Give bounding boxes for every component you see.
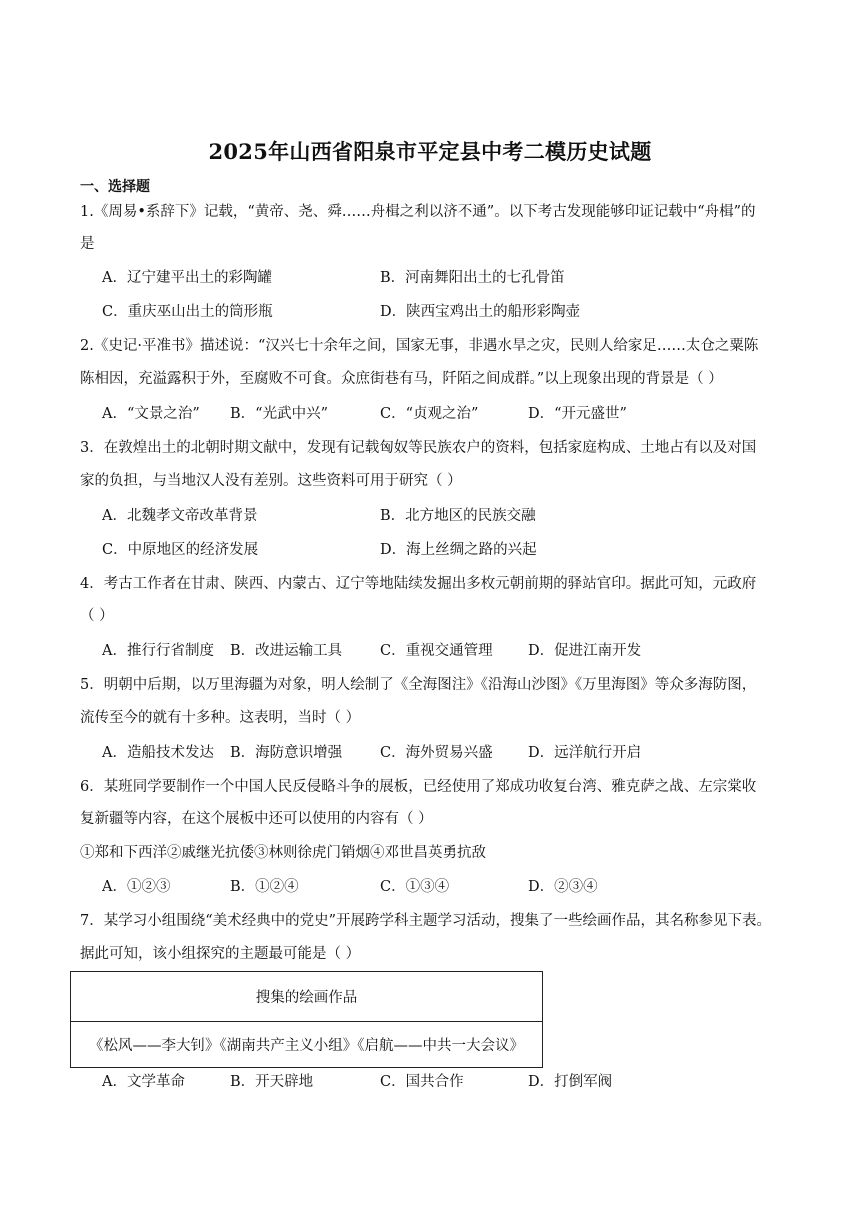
q6-stem-line2: 复新疆等内容，在这个展板中还可以使用的内容有（ ）: [80, 811, 433, 827]
q2-option-c: C．“贞观之治”: [380, 406, 479, 422]
q3-stem-line2: 家的负担，与当地汉人没有差别。这些资料可用于研究（ ）: [80, 473, 462, 489]
q4-option-b: B．改进运输工具: [230, 643, 343, 659]
q6-option-a: A．①②③: [102, 879, 171, 895]
q2-option-d: D．“开元盛世”: [528, 406, 627, 422]
q3-option-d: D．海上丝绸之路的兴起: [380, 542, 537, 558]
q1-option-b: B．河南舞阳出土的七孔骨笛: [380, 270, 565, 286]
q1-option-a: A．辽宁建平出土的彩陶罐: [102, 270, 272, 286]
q3-option-c: C．中原地区的经济发展: [102, 542, 259, 558]
q4-option-d: D．促进江南开发: [528, 643, 642, 659]
q7-option-a: A．文学革命: [102, 1074, 185, 1090]
q2-stem-line1: 2.《史记·平准书》描述说：“汉兴七十余年之间，国家无事，非遇水旱之灾，民则人给家足……太仓之粟陈: [80, 338, 759, 354]
q5-stem-line1: 5．明朝中后期，以万里海疆为对象，明人绘制了《全海图注》《沿海山沙图》《万里海图》等众多海防图，: [80, 677, 757, 693]
q6-option-d: D．②③④: [528, 879, 598, 895]
table-cell: 《松风——李大钊》《湖南共产主义小组》《启航——中共一大会议》: [71, 1022, 543, 1068]
q3-option-b: B．北方地区的民族交融: [380, 508, 536, 524]
q1-option-d: D．陕西宝鸡出土的船形彩陶壶: [380, 304, 581, 320]
paintings-table: [70, 971, 543, 1068]
q5-option-c: C．海外贸易兴盛: [380, 745, 493, 761]
q7-option-b: B．开天辟地: [230, 1074, 314, 1090]
q1-stem-line1: 1.《周易•系辞下》记载，“黄帝、尧、舜……舟楫之利以济不通”。以下考古发现能够印证记载中“舟楫”的: [80, 204, 756, 220]
q7-option-d: D．打倒军阀: [528, 1074, 613, 1090]
q7-stem-line1: 7．某学习小组围绕“美术经典中的党史”开展跨学科主题学习活动，搜集了一些绘画作品，其名称参见下表。: [80, 913, 772, 929]
q6-stem-line1: 6．某班同学要制作一个中国人民反侵略斗争的展板，已经使用了郑成功收复台湾、雅克萨之战、左宗棠收: [80, 779, 757, 795]
q5-stem-line2: 流传至今的就有十多种。这表明，当时（ ）: [80, 710, 361, 726]
section-heading: 一、选择题: [80, 179, 150, 195]
q2-option-b: B．“光武中兴”: [230, 406, 328, 422]
q5-option-a: A．造船技术发达: [102, 745, 214, 761]
q4-stem-line2: （ ）: [80, 608, 114, 624]
q6-stem-line3: ①郑和下西洋②戚继光抗倭③林则徐虎门销烟④邓世昌英勇抗敌: [80, 845, 486, 861]
q6-option-b: B．①②④: [230, 879, 299, 895]
q2-option-a: A．“文景之治”: [102, 406, 200, 422]
q5-option-b: B．海防意识增强: [230, 745, 343, 761]
q7-stem-line2: 据此可知，该小组探究的主题最可能是（ ）: [80, 946, 361, 962]
q4-stem-line1: 4．考古工作者在甘肃、陕西、内蒙古、辽宁等地陆续发掘出多枚元朝前期的驿站官印。据此可知，元政府: [80, 576, 757, 592]
table-header-row: [71, 972, 543, 1022]
table-header-cell: 搜集的绘画作品: [71, 972, 543, 1022]
q1-stem-line2: 是: [80, 236, 95, 252]
table-row: [71, 1022, 543, 1068]
q2-stem-line2: 陈相因，充溢露积于外，至腐败不可食。众庶街巷有马，阡陌之间成群。”以上现象出现的背景是（ ）: [80, 371, 723, 387]
q4-option-a: A．推行行省制度: [102, 643, 214, 659]
q4-option-c: C．重视交通管理: [380, 643, 493, 659]
q3-stem-line1: 3．在敦煌出土的北朝时期文献中，发现有记载匈奴等民族农户的资料，包括家庭构成、土地占有以及对国: [80, 440, 757, 456]
q5-option-d: D．远洋航行开启: [528, 745, 642, 761]
q1-option-c: C．重庆巫山出土的筒形瓶: [102, 304, 273, 320]
q3-option-a: A．北魏孝文帝改革背景: [102, 508, 258, 524]
page-title: 2025年山西省阳泉市平定县中考二模历史试题: [208, 139, 652, 164]
q6-option-c: C．①③④: [380, 879, 450, 895]
q7-option-c: C．国共合作: [380, 1074, 464, 1090]
